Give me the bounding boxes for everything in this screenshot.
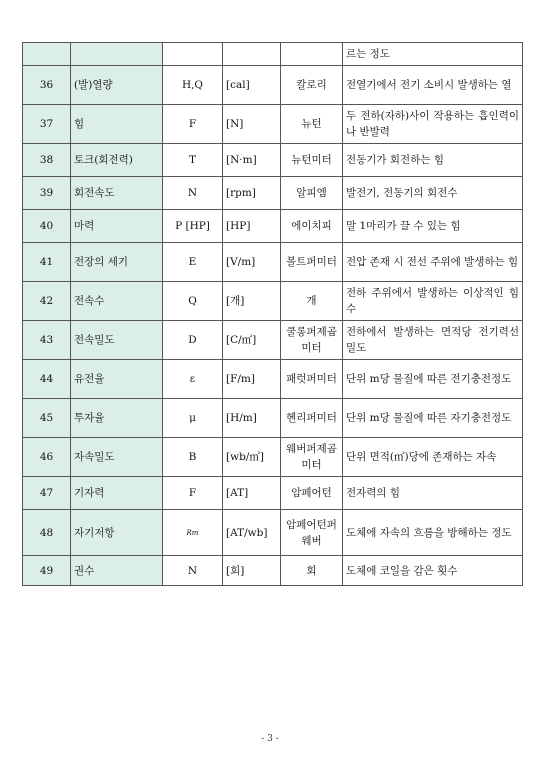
table-row <box>23 477 523 510</box>
term-symbol: T <box>163 144 223 177</box>
term-reading: 웨버퍼제곱미터 <box>281 438 343 477</box>
term-unit: [AT/wb] <box>223 510 281 556</box>
term-reading: 암페어턴퍼웨버 <box>281 510 343 556</box>
term-symbol: Rm <box>163 510 223 556</box>
term-reading: 쿨롱퍼제곱미터 <box>281 321 343 360</box>
term-unit: [cal] <box>223 66 281 105</box>
row-number: 49 <box>23 556 71 586</box>
term-description: 말 1마리가 끌 수 있는 힘 <box>343 210 523 243</box>
term-description: 단위 m당 물질에 따른 자기충전정도 <box>343 399 523 438</box>
term-reading: 암페어턴 <box>281 477 343 510</box>
table-row <box>23 556 523 586</box>
term-name: 힘 <box>71 105 163 144</box>
term-reading <box>281 43 343 66</box>
term-unit: [회] <box>223 556 281 586</box>
term-reading: 헨리퍼미터 <box>281 399 343 438</box>
page-number: - 3 - <box>261 734 279 744</box>
term-unit: [HP] <box>223 210 281 243</box>
term-name <box>71 43 163 66</box>
term-description: 전열기에서 전기 소비시 발생하는 열 <box>343 66 523 105</box>
term-reading: 개 <box>281 282 343 321</box>
table-row <box>23 144 523 177</box>
term-reading: 알피엠 <box>281 177 343 210</box>
term-name: 자기저항 <box>71 510 163 556</box>
term-unit: [H/m] <box>223 399 281 438</box>
row-number: 46 <box>23 438 71 477</box>
row-number: 39 <box>23 177 71 210</box>
term-name: 투자율 <box>71 399 163 438</box>
term-symbol: D <box>163 321 223 360</box>
term-description: 르는 정도 <box>343 43 523 66</box>
term-symbol: ε <box>163 360 223 399</box>
term-description: 두 전하(자하)사이 작용하는 흡인력이나 반발력 <box>343 105 523 144</box>
row-number: 40 <box>23 210 71 243</box>
term-description: 전압 존재 시 전선 주위에 발생하는 힘 <box>343 243 523 282</box>
term-reading: 회 <box>281 556 343 586</box>
term-symbol: H,Q <box>163 66 223 105</box>
row-number <box>23 43 71 66</box>
term-description: 전동기가 회전하는 힘 <box>343 144 523 177</box>
table-row <box>23 177 523 210</box>
row-number: 37 <box>23 105 71 144</box>
table-row <box>23 43 523 66</box>
term-reading: 뉴턴미터 <box>281 144 343 177</box>
term-unit: [F/m] <box>223 360 281 399</box>
term-description: 발전기, 전동기의 회전수 <box>343 177 523 210</box>
term-name: 마력 <box>71 210 163 243</box>
row-number: 44 <box>23 360 71 399</box>
term-name: 전속수 <box>71 282 163 321</box>
term-description: 전하에서 발생하는 면적당 전기력선 밀도 <box>343 321 523 360</box>
term-unit: [AT] <box>223 477 281 510</box>
term-symbol <box>163 43 223 66</box>
term-unit: [개] <box>223 282 281 321</box>
row-number: 41 <box>23 243 71 282</box>
term-description: 전하 주위에서 발생하는 이상적인 힘 수 <box>343 282 523 321</box>
term-name: 전속밀도 <box>71 321 163 360</box>
term-symbol: P [HP] <box>163 210 223 243</box>
term-symbol: Q <box>163 282 223 321</box>
row-number: 48 <box>23 510 71 556</box>
term-reading: 에이치피 <box>281 210 343 243</box>
term-description: 도체에 코일을 감은 횟수 <box>343 556 523 586</box>
term-reading: 패럿퍼미터 <box>281 360 343 399</box>
term-name: 권수 <box>71 556 163 586</box>
row-number: 36 <box>23 66 71 105</box>
term-name: 토크(회전력) <box>71 144 163 177</box>
table-row <box>23 105 523 144</box>
row-number: 43 <box>23 321 71 360</box>
term-symbol: N <box>163 556 223 586</box>
term-description: 도체에 자속의 흐름을 방해하는 정도 <box>343 510 523 556</box>
row-number: 38 <box>23 144 71 177</box>
table-row <box>23 321 523 360</box>
term-unit: [N·m] <box>223 144 281 177</box>
row-number: 42 <box>23 282 71 321</box>
term-symbol: F <box>163 477 223 510</box>
term-description: 단위 m당 물질에 따른 전기충전정도 <box>343 360 523 399</box>
term-unit: [C/㎡] <box>223 321 281 360</box>
row-number: 47 <box>23 477 71 510</box>
term-reading: 뉴턴 <box>281 105 343 144</box>
table-row <box>23 66 523 105</box>
term-unit: [V/m] <box>223 243 281 282</box>
term-symbol: B <box>163 438 223 477</box>
term-symbol: μ <box>163 399 223 438</box>
table-row <box>23 243 523 282</box>
term-reading: 볼트퍼미터 <box>281 243 343 282</box>
table-row <box>23 360 523 399</box>
term-name: 전장의 세기 <box>71 243 163 282</box>
term-symbol: N <box>163 177 223 210</box>
table-row <box>23 510 523 556</box>
term-name: (발)열량 <box>71 66 163 105</box>
table-row <box>23 210 523 243</box>
term-unit: [wb/㎡] <box>223 438 281 477</box>
term-symbol: F <box>163 105 223 144</box>
term-unit: [N] <box>223 105 281 144</box>
table-row <box>23 438 523 477</box>
row-number: 45 <box>23 399 71 438</box>
term-description: 단위 면적(㎡)당에 존재하는 자속 <box>343 438 523 477</box>
term-unit <box>223 43 281 66</box>
unit-terms-table <box>22 42 523 586</box>
term-name: 자속밀도 <box>71 438 163 477</box>
term-symbol: E <box>163 243 223 282</box>
table-row <box>23 282 523 321</box>
term-unit: [rpm] <box>223 177 281 210</box>
term-description: 전자력의 힘 <box>343 477 523 510</box>
term-name: 회전속도 <box>71 177 163 210</box>
term-name: 기자력 <box>71 477 163 510</box>
term-name: 유전율 <box>71 360 163 399</box>
table-row <box>23 399 523 438</box>
term-reading: 칼로리 <box>281 66 343 105</box>
